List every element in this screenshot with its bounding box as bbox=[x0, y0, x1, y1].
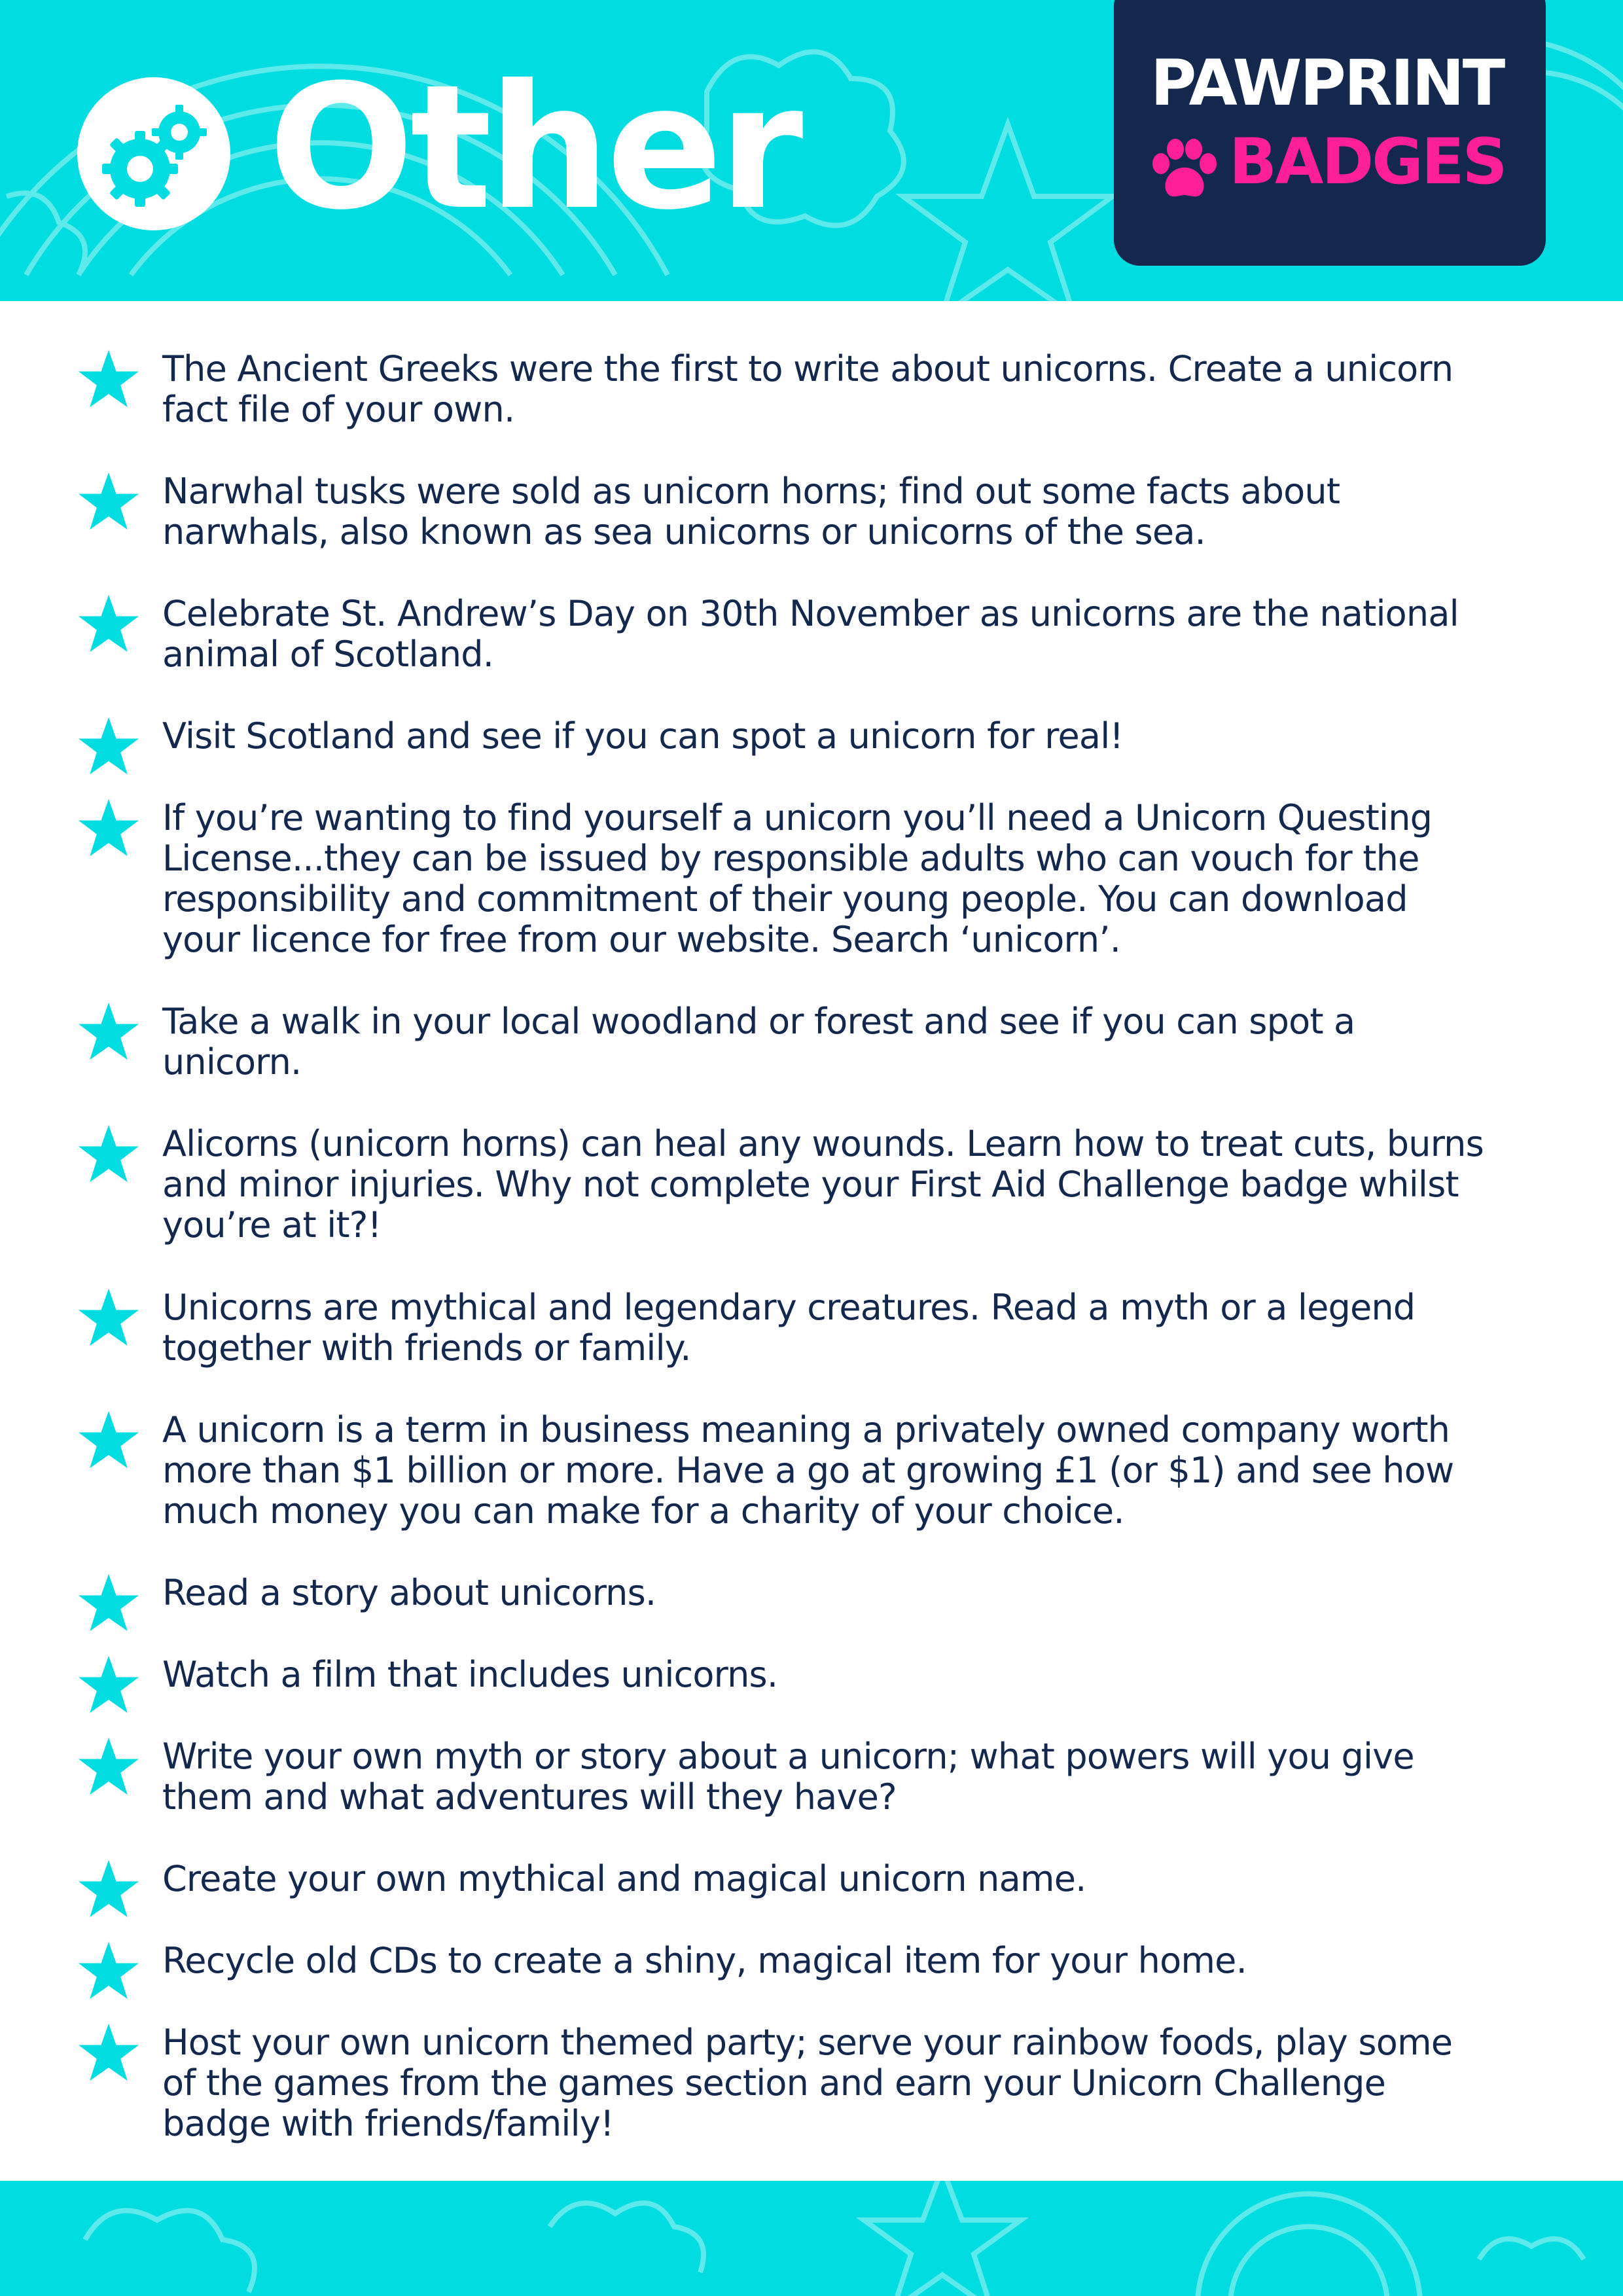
star-bullet-icon bbox=[77, 594, 140, 654]
activity-text: Watch a film that includes unicorns. bbox=[162, 1654, 778, 1695]
activity-text: Take a walk in your local woodland or forest and see if you can spot a unicorn. bbox=[162, 1001, 1355, 1083]
activity-text: Unicorns are mythical and legendary creatures. Read a myth or a legend together with friends or family. bbox=[162, 1287, 1416, 1369]
activity-text: Narwhal tusks were sold as unicorn horns; find out some facts about narwhals, also known as sea unicorns or unicorns of the sea. bbox=[162, 471, 1340, 552]
page-title: Other bbox=[268, 48, 800, 247]
star-bullet-icon bbox=[77, 349, 140, 409]
star-bullet-icon bbox=[77, 1410, 140, 1470]
star-bullet-icon bbox=[77, 1287, 140, 1348]
activity-text: Write your own myth or story about a unicorn; what powers will you give them and what adventures will they have? bbox=[162, 1736, 1414, 1818]
activity-text: If you’re wanting to find yourself a unicorn you’ll need a Unicorn Questing License...they can be issued by responsible adults who can vouch for the responsibility and commitment of their young people. You can download your licence for free from our website. Search ‘unicorn’. bbox=[162, 797, 1433, 960]
star-bullet-icon bbox=[77, 1859, 140, 1919]
header-banner bbox=[0, 0, 1623, 301]
pawprint-badges-logo bbox=[1114, 0, 1546, 266]
star-bullet-icon bbox=[77, 1573, 140, 1633]
star-bullet-icon bbox=[77, 1736, 140, 1797]
gears-icon bbox=[77, 77, 230, 230]
star-bullet-icon bbox=[77, 798, 140, 858]
star-bullet-icon bbox=[77, 1001, 140, 1062]
activity-text: Read a story about unicorns. bbox=[162, 1572, 656, 1613]
decorative-background bbox=[0, 2181, 1623, 2296]
activity-text: Create your own mythical and magical unicorn name. bbox=[162, 1858, 1086, 1899]
paw-icon bbox=[1150, 139, 1219, 202]
activity-text: Alicorns (unicorn horns) can heal any wounds. Learn how to treat cuts, burns and minor injuries. Why not complete your First Aid Challenge badge whilst you’re at it?! bbox=[162, 1123, 1484, 1246]
logo-line-2: BADGES bbox=[1229, 125, 1506, 198]
activity-text: Recycle old CDs to create a shiny, magical item for your home. bbox=[162, 1940, 1247, 1981]
activity-text: Celebrate St. Andrew’s Day on 30th November as unicorns are the national animal of Scotland. bbox=[162, 593, 1459, 675]
activity-text: The Ancient Greeks were the first to write about unicorns. Create a unicorn fact file of your own. bbox=[162, 348, 1454, 430]
star-bullet-icon bbox=[77, 716, 140, 776]
activity-text: A unicorn is a term in business meaning a privately owned company worth more than $1 billion or more. Have a go at growing £1 (or $1) and see how much money you can make for a charity of your choice. bbox=[162, 1409, 1454, 1532]
activity-text: Host your own unicorn themed party; serve your rainbow foods, play some of the games from the games section and earn your Unicorn Challenge badge with friends/family! bbox=[162, 2022, 1453, 2144]
footer-banner bbox=[0, 2181, 1623, 2296]
star-bullet-icon bbox=[77, 1941, 140, 2001]
star-bullet-icon bbox=[77, 1124, 140, 1184]
star-bullet-icon bbox=[77, 2022, 140, 2083]
activity-text: Visit Scotland and see if you can spot a unicorn for real! bbox=[162, 715, 1124, 757]
logo-line-1: PAWPRINT bbox=[1150, 46, 1504, 120]
star-bullet-icon bbox=[77, 1655, 140, 1715]
star-bullet-icon bbox=[77, 471, 140, 531]
